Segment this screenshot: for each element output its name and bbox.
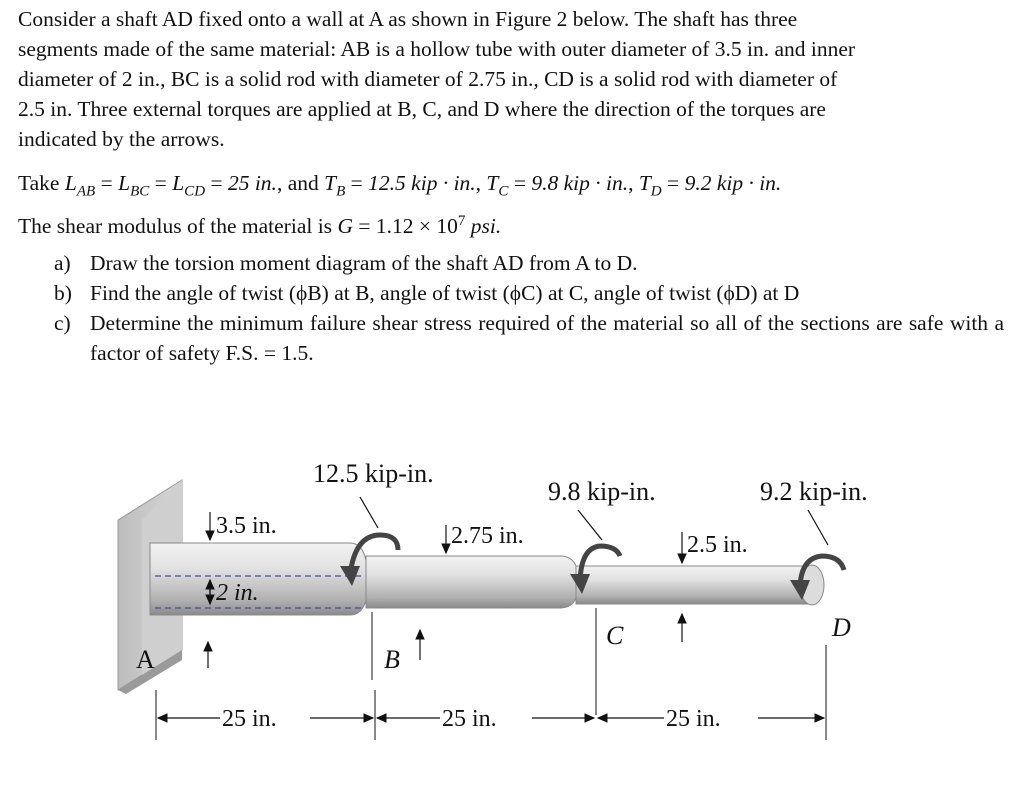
statement-line: 2.5 in. Three external torques are applied at B, C, and D where the direction of the torques are xyxy=(18,97,826,121)
given-line-2: The shear modulus of the material is $G = 1.12 \times 10^7$ psi. xyxy=(18,213,502,239)
leader-line xyxy=(578,510,602,540)
point-label-d: D xyxy=(832,613,851,642)
length-label-ab: 25 in. xyxy=(222,706,277,732)
statement-line: Consider a shaft AD fixed onto a wall at A as shown in Figure 2 below. The shaft has three xyxy=(18,7,798,31)
torque-label-b: 12.5 kip-in. xyxy=(313,459,434,488)
given-line-1: Take $L_{AB} = L_{BC} = L_{CD} = 25$ in., and $T_B = 12.5$ kip · in., $T_C = 9.8$ kip · in., $T_D = 9.2$ kip · in. xyxy=(18,171,782,200)
statement-line: indicated by the arrows. xyxy=(18,127,225,151)
length-label-bc: 25 in. xyxy=(442,706,497,732)
leader-line xyxy=(808,510,828,545)
torque-label-d: 9.2 kip-in. xyxy=(760,477,868,506)
diameter-label-ab-outer: 3.5 in. xyxy=(216,513,277,539)
torque-label-c: 9.8 kip-in. xyxy=(548,477,656,506)
leader-line xyxy=(360,497,378,528)
statement-line: segments made of the same material: AB is a hollow tube with outer diameter of 3.5 in. and inner xyxy=(18,37,856,61)
point-label-a: A xyxy=(136,645,155,674)
diameter-label-ab-inner: 2 in. xyxy=(216,580,259,606)
length-label-cd: 25 in. xyxy=(666,706,721,732)
question-a: a) Draw the torsion moment diagram of the shaft AD from A to D. xyxy=(54,251,638,275)
statement-line: diameter of 2 in., BC is a solid rod with diameter of 2.75 in., CD is a solid rod with diameter of xyxy=(18,67,838,91)
question-c: c) Determine the minimum failure shear stress required of the material so all of the sections are safe with a factor of safety F.S. = 1.5. xyxy=(54,311,1004,365)
diameter-label-bc: 2.75 in. xyxy=(451,523,524,549)
point-label-c: C xyxy=(606,621,624,650)
question-b: b) Find the angle of twist (ϕB) at B, angle of twist (ϕC) at C, angle of twist (ϕD) at D xyxy=(54,281,800,305)
segment-cd xyxy=(576,565,824,605)
segment-bc xyxy=(366,556,576,608)
point-label-b: B xyxy=(384,645,400,674)
diameter-label-cd: 2.5 in. xyxy=(687,532,748,558)
